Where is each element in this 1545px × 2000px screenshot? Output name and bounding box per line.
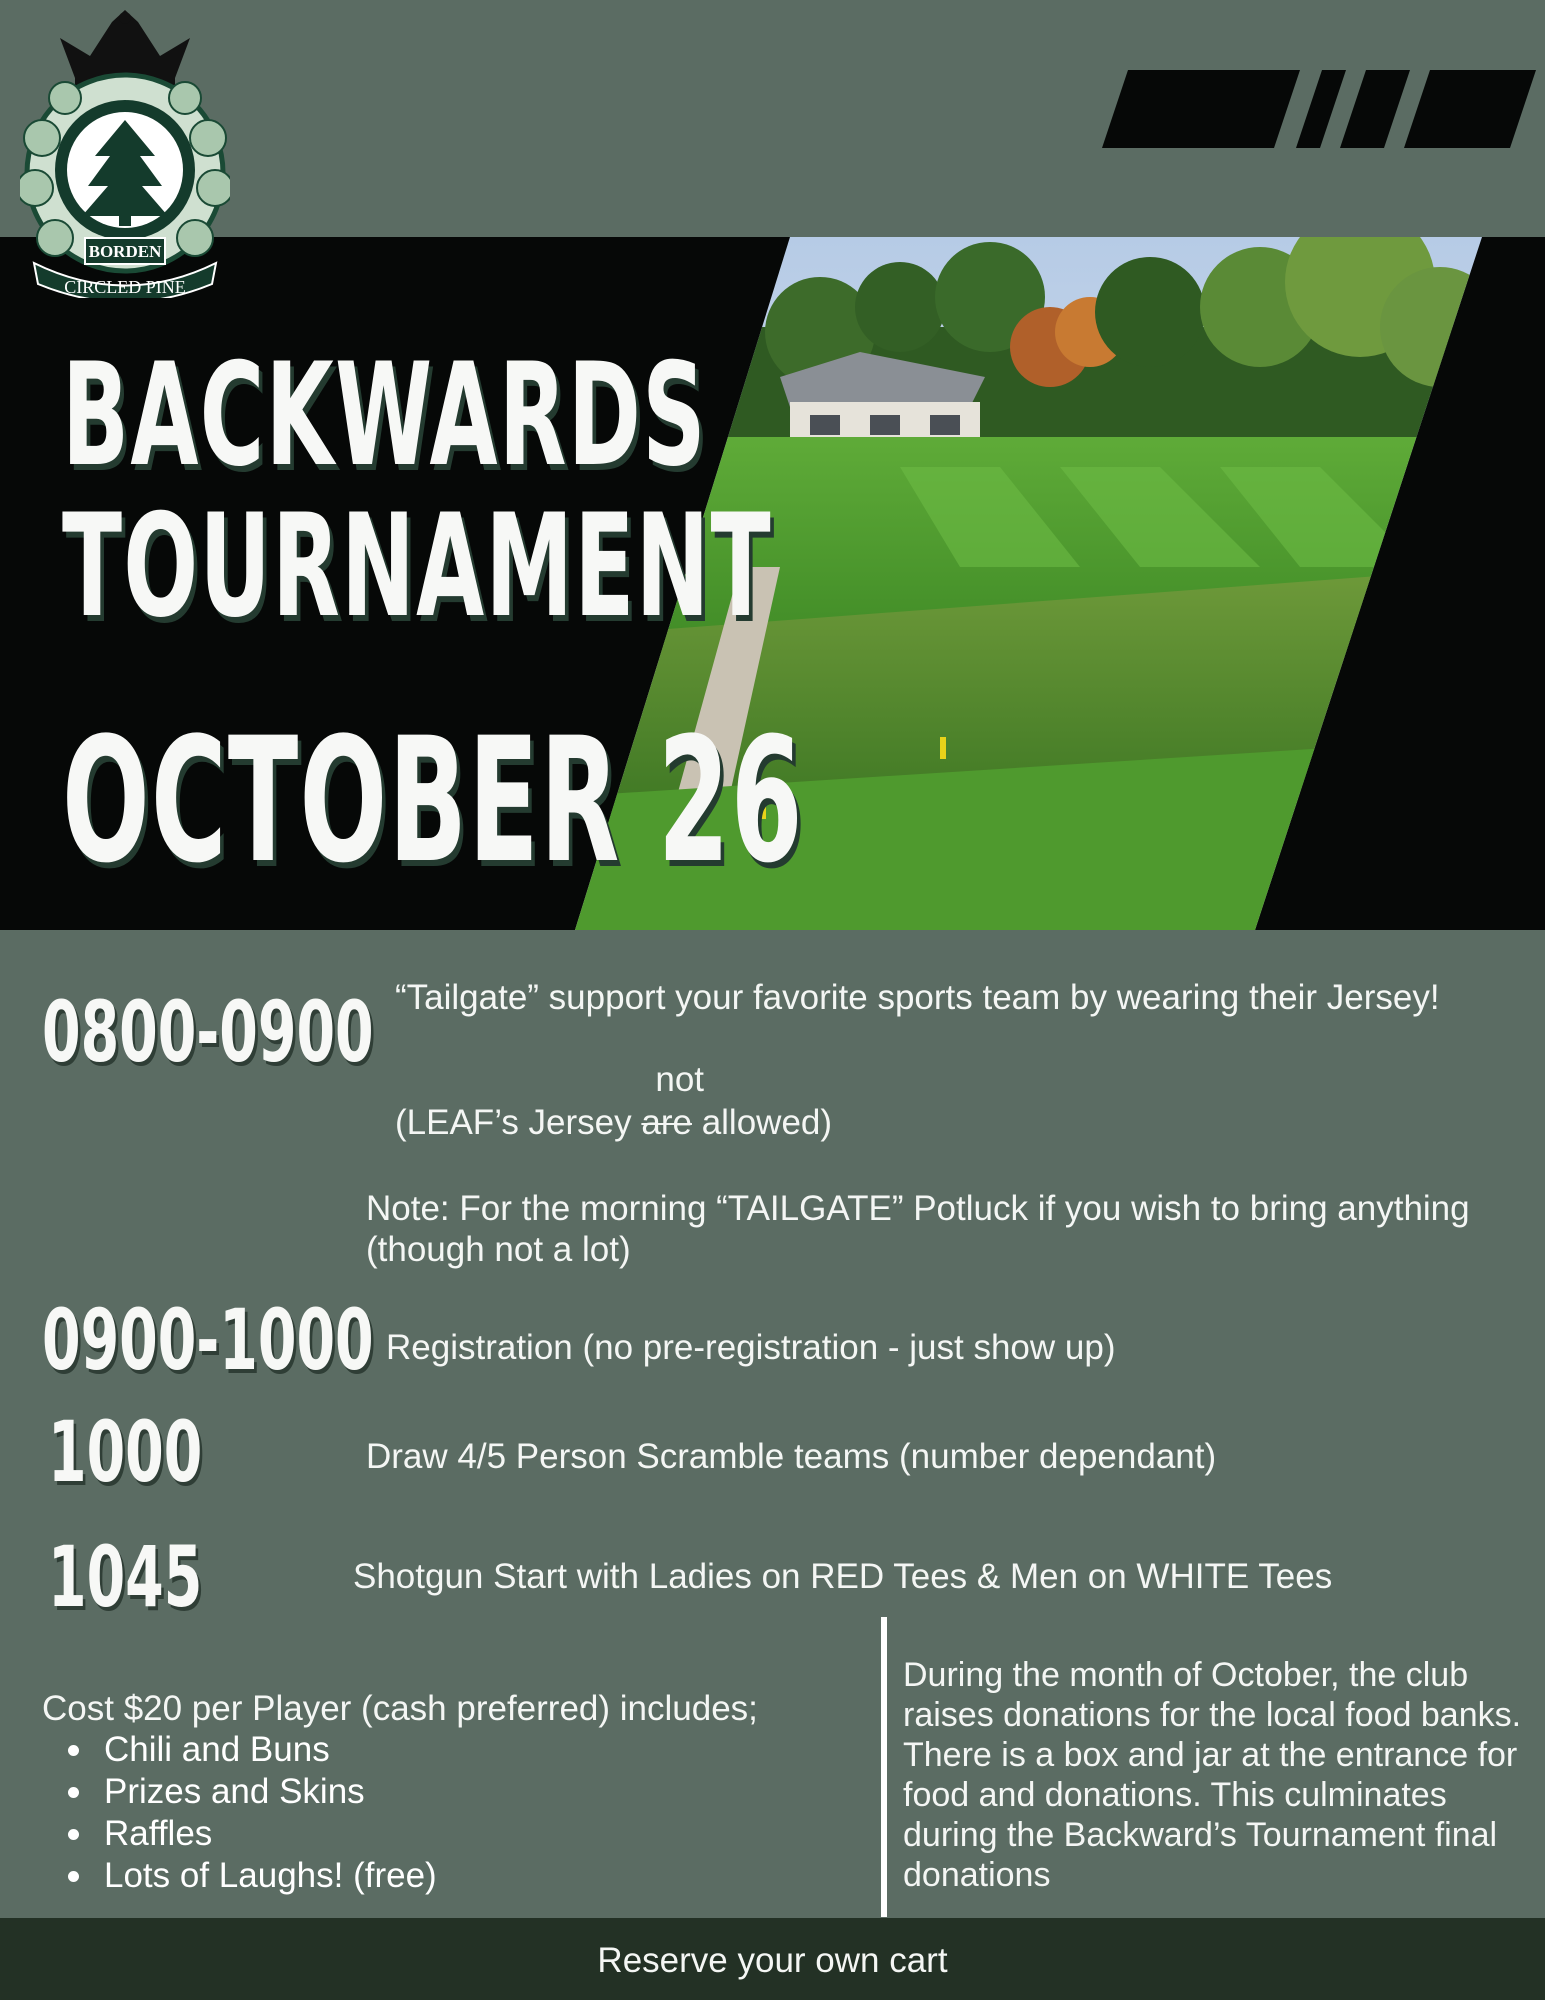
footer-text: Reserve your own cart — [597, 1941, 948, 1980]
footer-bar — [0, 1918, 1545, 2000]
inserted-word: not — [655, 1060, 705, 1099]
vertical-divider — [881, 1617, 887, 1917]
title-line-1: BACKWARDS — [62, 333, 707, 498]
event-date: OCTOBER 26 — [62, 700, 804, 901]
potluck-note: Note: For the morning “TAILGATE” Potluck if you wish to bring anything (though not a lot) — [366, 1189, 1470, 1269]
borden-circled-pine-logo — [20, 8, 230, 298]
svg-text:BORDEN: BORDEN — [88, 242, 162, 261]
cost-items-list — [42, 1729, 872, 1897]
schedule-time-4: 1045 — [48, 1528, 203, 1626]
donations-text: During the month of October, the club raises donations for the local food banks. There is a box and jar at the entrance for food and donations. This culminates during the Backward’s Tournament final donations — [903, 1656, 1522, 1894]
schedule-time-3: 1000 — [48, 1403, 203, 1501]
leafs-jersey-note: (LEAF’s Jersey are not allowed) — [395, 1060, 833, 1142]
strikethrough-word: are — [641, 1103, 692, 1142]
schedule-text-4: Shotgun Start with Ladies on RED Tees & Men on WHITE Tees — [353, 1557, 1333, 1596]
schedule-text-2: Registration (no pre-registration - just show up) — [386, 1328, 1116, 1367]
list-item: Prizes and Skins — [104, 1771, 872, 1813]
list-item: Lots of Laughs! (free) — [104, 1855, 872, 1897]
schedule-text-3: Draw 4/5 Person Scramble teams (number dependant) — [366, 1437, 1217, 1476]
schedule-time-1: 0800-0900 — [42, 983, 374, 1081]
decorative-stripes — [1100, 70, 1540, 150]
svg-text:CIRCLED PINE: CIRCLED PINE — [64, 277, 186, 297]
schedule-text-1: “Tailgate” support your favorite sports team by wearing their Jersey! — [395, 978, 1440, 1017]
schedule-time-2: 0900-1000 — [42, 1291, 374, 1389]
cost-heading: Cost $20 per Player (cash preferred) includes; — [42, 1689, 758, 1728]
cost-section — [42, 1688, 872, 1897]
list-item: Chili and Buns — [104, 1729, 872, 1771]
list-item: Raffles — [104, 1813, 872, 1855]
title-line-2: TOURNAMENT — [62, 484, 772, 649]
